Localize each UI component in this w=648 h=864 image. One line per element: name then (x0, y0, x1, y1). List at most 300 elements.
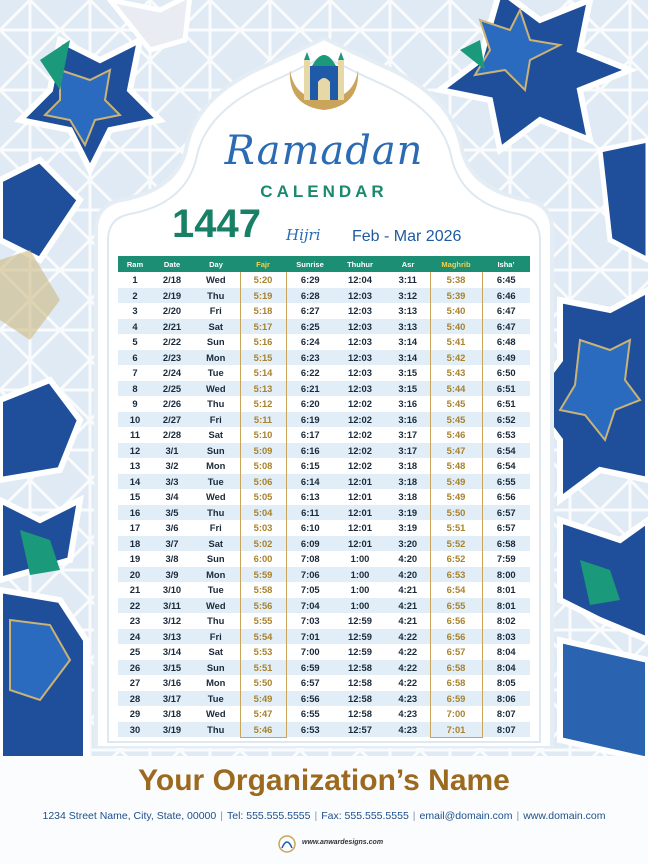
cell-maghrib: 6:59 (430, 691, 482, 707)
cell-day: Wed (192, 381, 240, 397)
cell-date: 3/18 (152, 706, 192, 722)
cell-fajr: 5:50 (240, 675, 286, 691)
mosque-crescent-icon (284, 40, 364, 112)
cell-day: Thu (192, 396, 240, 412)
cell-day: Thu (192, 613, 240, 629)
table-header-row (118, 256, 530, 272)
cell-isha: 6:57 (482, 505, 530, 521)
cell-asr: 3:20 (386, 536, 430, 552)
cell-maghrib: 6:55 (430, 598, 482, 614)
cell-maghrib: 5:51 (430, 520, 482, 536)
cell-thuhur: 12:04 (334, 272, 386, 288)
cell-sunrise: 6:28 (286, 288, 334, 304)
cell-isha: 6:57 (482, 520, 530, 536)
cell-sunrise: 6:22 (286, 365, 334, 381)
cell-ram: 21 (118, 582, 152, 598)
cell-thuhur: 12:03 (334, 319, 386, 335)
cell-asr: 3:12 (386, 288, 430, 304)
cell-maghrib: 5:47 (430, 443, 482, 459)
cell-thuhur: 12:58 (334, 706, 386, 722)
cell-isha: 8:04 (482, 660, 530, 676)
cell-asr: 4:21 (386, 582, 430, 598)
cell-isha: 6:54 (482, 443, 530, 459)
table-row (118, 365, 530, 381)
cell-sunrise: 6:27 (286, 303, 334, 319)
cell-sunrise: 6:57 (286, 675, 334, 691)
table-row (118, 412, 530, 428)
cell-fajr: 5:06 (240, 474, 286, 490)
cell-asr: 3:11 (386, 272, 430, 288)
cell-asr: 4:23 (386, 691, 430, 707)
cell-date: 3/9 (152, 567, 192, 583)
cell-day: Wed (192, 706, 240, 722)
cell-thuhur: 12:58 (334, 675, 386, 691)
cell-day: Sat (192, 536, 240, 552)
cell-sunrise: 7:00 (286, 644, 334, 660)
cell-isha: 8:06 (482, 691, 530, 707)
cell-ram: 7 (118, 365, 152, 381)
cell-isha: 6:46 (482, 288, 530, 304)
cell-sunrise: 6:11 (286, 505, 334, 521)
col-fajr: Fajr (240, 256, 286, 272)
cell-asr: 3:18 (386, 458, 430, 474)
cell-maghrib: 5:41 (430, 334, 482, 350)
cell-maghrib: 5:45 (430, 396, 482, 412)
cell-ram: 8 (118, 381, 152, 397)
cell-sunrise: 6:23 (286, 350, 334, 366)
table-row (118, 520, 530, 536)
cell-sunrise: 6:55 (286, 706, 334, 722)
cell-isha: 6:47 (482, 319, 530, 335)
cell-sunrise: 7:08 (286, 551, 334, 567)
cell-date: 3/7 (152, 536, 192, 552)
organization-name: Your Organization’s Name (138, 764, 510, 797)
cell-asr: 3:14 (386, 334, 430, 350)
table-row (118, 675, 530, 691)
cell-fajr: 5:16 (240, 334, 286, 350)
cell-date: 3/17 (152, 691, 192, 707)
table-row (118, 722, 530, 738)
cell-asr: 4:21 (386, 613, 430, 629)
cell-date: 3/11 (152, 598, 192, 614)
cell-sunrise: 6:59 (286, 660, 334, 676)
table-row (118, 551, 530, 567)
table-row (118, 272, 530, 288)
cell-sunrise: 7:01 (286, 629, 334, 645)
cell-ram: 27 (118, 675, 152, 691)
cell-isha: 6:56 (482, 489, 530, 505)
cell-ram: 9 (118, 396, 152, 412)
cell-isha: 8:04 (482, 644, 530, 660)
address: 1234 Street Name, City, State, 00000 (42, 810, 217, 822)
cell-ram: 20 (118, 567, 152, 583)
cell-maghrib: 5:38 (430, 272, 482, 288)
cell-date: 3/13 (152, 629, 192, 645)
cell-maghrib: 6:52 (430, 551, 482, 567)
cell-thuhur: 12:03 (334, 334, 386, 350)
cell-isha: 6:51 (482, 381, 530, 397)
cell-isha: 8:07 (482, 722, 530, 738)
cell-asr: 4:22 (386, 629, 430, 645)
cell-day: Wed (192, 489, 240, 505)
cell-fajr: 5:17 (240, 319, 286, 335)
hijri-label: Hijri (286, 226, 321, 244)
cell-asr: 3:13 (386, 319, 430, 335)
cell-sunrise: 6:17 (286, 427, 334, 443)
cell-asr: 4:23 (386, 706, 430, 722)
cell-maghrib: 5:48 (430, 458, 482, 474)
cell-fajr: 5:14 (240, 365, 286, 381)
col-isha: Isha’ (482, 256, 530, 272)
cell-fajr: 5:49 (240, 691, 286, 707)
cell-thuhur: 12:59 (334, 644, 386, 660)
table-row (118, 396, 530, 412)
cell-isha: 6:55 (482, 474, 530, 490)
cell-thuhur: 12:59 (334, 613, 386, 629)
separator: | (220, 810, 223, 822)
cell-ram: 30 (118, 722, 152, 738)
cell-isha: 8:01 (482, 582, 530, 598)
cell-day: Sat (192, 427, 240, 443)
cell-ram: 10 (118, 412, 152, 428)
cell-date: 3/3 (152, 474, 192, 490)
cell-date: 3/12 (152, 613, 192, 629)
cell-thuhur: 12:03 (334, 303, 386, 319)
cell-maghrib: 6:56 (430, 629, 482, 645)
cell-thuhur: 12:03 (334, 350, 386, 366)
cell-day: Sun (192, 334, 240, 350)
table-row (118, 629, 530, 645)
cell-day: Mon (192, 567, 240, 583)
cell-asr: 3:17 (386, 443, 430, 459)
cell-maghrib: 5:45 (430, 412, 482, 428)
cell-sunrise: 7:05 (286, 582, 334, 598)
cell-day: Mon (192, 458, 240, 474)
cell-date: 2/21 (152, 319, 192, 335)
cell-ram: 6 (118, 350, 152, 366)
cell-sunrise: 6:24 (286, 334, 334, 350)
col-thuhur: Thuhur (334, 256, 386, 272)
cell-asr: 3:15 (386, 365, 430, 381)
cell-maghrib: 6:54 (430, 582, 482, 598)
cell-maghrib: 5:40 (430, 303, 482, 319)
cell-day: Thu (192, 505, 240, 521)
cell-maghrib: 6:58 (430, 675, 482, 691)
cell-thuhur: 12:01 (334, 489, 386, 505)
cell-asr: 3:16 (386, 396, 430, 412)
cell-day: Tue (192, 691, 240, 707)
prayer-times-table (118, 256, 530, 738)
gregorian-months: Feb - Mar 2026 (352, 228, 462, 245)
cell-thuhur: 12:02 (334, 427, 386, 443)
cell-fajr: 5:10 (240, 427, 286, 443)
cell-ram: 18 (118, 536, 152, 552)
cell-sunrise: 7:03 (286, 613, 334, 629)
cell-day: Fri (192, 629, 240, 645)
cell-isha: 8:05 (482, 675, 530, 691)
cell-maghrib: 5:39 (430, 288, 482, 304)
cell-date: 2/28 (152, 427, 192, 443)
cell-date: 2/24 (152, 365, 192, 381)
cell-maghrib: 5:40 (430, 319, 482, 335)
cell-isha: 8:07 (482, 706, 530, 722)
separator: | (516, 810, 520, 822)
cell-thuhur: 12:01 (334, 474, 386, 490)
cell-fajr: 5:59 (240, 567, 286, 583)
cell-fajr: 5:20 (240, 272, 286, 288)
cell-asr: 3:18 (386, 489, 430, 505)
cell-sunrise: 6:19 (286, 412, 334, 428)
cell-sunrise: 7:04 (286, 598, 334, 614)
cell-sunrise: 6:14 (286, 474, 334, 490)
cell-fajr: 6:00 (240, 551, 286, 567)
table-row (118, 644, 530, 660)
cell-thuhur: 1:00 (334, 598, 386, 614)
cell-fajr: 5:04 (240, 505, 286, 521)
email-link[interactable]: email@domain.com (419, 810, 513, 822)
cell-ram: 17 (118, 520, 152, 536)
cell-ram: 2 (118, 288, 152, 304)
cell-fajr: 5:15 (240, 350, 286, 366)
table-row (118, 334, 530, 350)
cell-thuhur: 12:01 (334, 505, 386, 521)
cell-date: 2/26 (152, 396, 192, 412)
anwar-designs-logo-icon (276, 834, 298, 854)
table-row (118, 288, 530, 304)
col-sunrise: Sunrise (286, 256, 334, 272)
cell-fajr: 5:03 (240, 520, 286, 536)
cell-ram: 23 (118, 613, 152, 629)
table-row (118, 489, 530, 505)
cell-isha: 8:01 (482, 598, 530, 614)
cell-thuhur: 12:03 (334, 288, 386, 304)
cell-maghrib: 6:58 (430, 660, 482, 676)
table-row (118, 505, 530, 521)
table-row (118, 303, 530, 319)
cell-day: Thu (192, 722, 240, 738)
cell-maghrib: 5:43 (430, 365, 482, 381)
cell-ram: 14 (118, 474, 152, 490)
col-day: Day (192, 256, 240, 272)
cell-ram: 3 (118, 303, 152, 319)
cell-fajr: 5:13 (240, 381, 286, 397)
table-row (118, 427, 530, 443)
cell-sunrise: 6:53 (286, 722, 334, 738)
cell-isha: 8:03 (482, 629, 530, 645)
table-row (118, 613, 530, 629)
cell-date: 2/25 (152, 381, 192, 397)
cell-date: 2/22 (152, 334, 192, 350)
cell-maghrib: 7:01 (430, 722, 482, 738)
cell-ram: 19 (118, 551, 152, 567)
cell-date: 2/23 (152, 350, 192, 366)
table-row (118, 319, 530, 335)
cell-isha: 6:49 (482, 350, 530, 366)
col-maghrib: Maghrib (430, 256, 482, 272)
cell-day: Mon (192, 350, 240, 366)
table-row (118, 458, 530, 474)
cell-fajr: 5:58 (240, 582, 286, 598)
cell-fajr: 5:47 (240, 706, 286, 722)
cell-date: 3/1 (152, 443, 192, 459)
cell-ram: 5 (118, 334, 152, 350)
cell-date: 3/5 (152, 505, 192, 521)
cell-sunrise: 6:16 (286, 443, 334, 459)
cell-day: Sat (192, 319, 240, 335)
cell-maghrib: 6:53 (430, 567, 482, 583)
cell-ram: 22 (118, 598, 152, 614)
cell-thuhur: 12:01 (334, 536, 386, 552)
cell-day: Sun (192, 551, 240, 567)
telephone: Tel: 555.555.5555 (226, 810, 311, 822)
cell-asr: 3:18 (386, 474, 430, 490)
cell-fajr: 5:51 (240, 660, 286, 676)
cell-date: 3/14 (152, 644, 192, 660)
cell-day: Thu (192, 288, 240, 304)
cell-thuhur: 12:57 (334, 722, 386, 738)
title-ramadan: Ramadan (224, 128, 424, 174)
cell-asr: 3:16 (386, 412, 430, 428)
cell-fajr: 5:19 (240, 288, 286, 304)
cell-sunrise: 7:06 (286, 567, 334, 583)
cell-maghrib: 5:49 (430, 474, 482, 490)
table-row (118, 706, 530, 722)
cell-fajr: 5:08 (240, 458, 286, 474)
table-row (118, 567, 530, 583)
cell-date: 3/2 (152, 458, 192, 474)
cell-fajr: 5:56 (240, 598, 286, 614)
hijri-year: 1447 (172, 202, 261, 246)
cell-day: Sun (192, 443, 240, 459)
cell-isha: 8:00 (482, 567, 530, 583)
cell-sunrise: 6:21 (286, 381, 334, 397)
cell-asr: 3:17 (386, 427, 430, 443)
cell-fajr: 5:05 (240, 489, 286, 505)
cell-isha: 6:45 (482, 272, 530, 288)
cell-thuhur: 12:03 (334, 365, 386, 381)
cell-maghrib: 5:49 (430, 489, 482, 505)
cell-ram: 1 (118, 272, 152, 288)
designer-credit (276, 834, 396, 854)
cell-thuhur: 1:00 (334, 567, 386, 583)
cell-asr: 4:22 (386, 675, 430, 691)
cell-isha: 6:54 (482, 458, 530, 474)
cell-fajr: 5:54 (240, 629, 286, 645)
cell-date: 2/19 (152, 288, 192, 304)
col-asr: Asr (386, 256, 430, 272)
cell-ram: 12 (118, 443, 152, 459)
website-link[interactable]: www.domain.com (523, 810, 606, 822)
cell-day: Tue (192, 365, 240, 381)
table-row (118, 381, 530, 397)
cell-thuhur: 12:58 (334, 660, 386, 676)
cell-isha: 6:51 (482, 396, 530, 412)
table-row (118, 536, 530, 552)
cell-date: 3/19 (152, 722, 192, 738)
cell-thuhur: 1:00 (334, 551, 386, 567)
cell-isha: 6:47 (482, 303, 530, 319)
cell-asr: 3:13 (386, 303, 430, 319)
cell-maghrib: 5:46 (430, 427, 482, 443)
cell-ram: 25 (118, 644, 152, 660)
cell-day: Wed (192, 272, 240, 288)
cell-fajr: 5:11 (240, 412, 286, 428)
cell-sunrise: 6:09 (286, 536, 334, 552)
cell-ram: 28 (118, 691, 152, 707)
cell-day: Mon (192, 675, 240, 691)
cell-maghrib: 5:44 (430, 381, 482, 397)
cell-maghrib: 5:42 (430, 350, 482, 366)
fax: Fax: 555.555.5555 (321, 810, 409, 822)
cell-date: 3/4 (152, 489, 192, 505)
cell-fajr: 5:53 (240, 644, 286, 660)
table-row (118, 474, 530, 490)
cell-thuhur: 12:59 (334, 629, 386, 645)
cell-sunrise: 6:20 (286, 396, 334, 412)
cell-ram: 16 (118, 505, 152, 521)
cell-isha: 6:53 (482, 427, 530, 443)
cell-ram: 13 (118, 458, 152, 474)
cell-sunrise: 6:25 (286, 319, 334, 335)
cell-ram: 24 (118, 629, 152, 645)
cell-asr: 3:19 (386, 520, 430, 536)
cell-isha: 6:48 (482, 334, 530, 350)
cell-maghrib: 6:57 (430, 644, 482, 660)
cell-sunrise: 6:13 (286, 489, 334, 505)
cell-asr: 4:23 (386, 722, 430, 738)
cell-sunrise: 6:10 (286, 520, 334, 536)
cell-fajr: 5:12 (240, 396, 286, 412)
table-row (118, 443, 530, 459)
table-row (118, 691, 530, 707)
cell-isha: 6:50 (482, 365, 530, 381)
cell-asr: 4:22 (386, 644, 430, 660)
cell-sunrise: 6:56 (286, 691, 334, 707)
cell-thuhur: 12:03 (334, 381, 386, 397)
cell-day: Tue (192, 582, 240, 598)
cell-thuhur: 12:01 (334, 520, 386, 536)
cell-date: 2/27 (152, 412, 192, 428)
cell-ram: 15 (118, 489, 152, 505)
cell-isha: 7:59 (482, 551, 530, 567)
separator: | (412, 810, 416, 822)
cell-ram: 29 (118, 706, 152, 722)
cell-day: Fri (192, 412, 240, 428)
table-row (118, 350, 530, 366)
cell-asr: 3:14 (386, 350, 430, 366)
cell-thuhur: 12:02 (334, 443, 386, 459)
cell-thuhur: 12:02 (334, 396, 386, 412)
table-row (118, 582, 530, 598)
cell-thuhur: 12:02 (334, 412, 386, 428)
cell-thuhur: 1:00 (334, 582, 386, 598)
credit-text[interactable]: www.anwardesigns.com (302, 839, 384, 846)
cell-asr: 4:20 (386, 551, 430, 567)
contact-line (0, 810, 648, 822)
cell-thuhur: 12:58 (334, 691, 386, 707)
cell-isha: 8:02 (482, 613, 530, 629)
cell-ram: 26 (118, 660, 152, 676)
cell-asr: 4:22 (386, 660, 430, 676)
cell-maghrib: 5:50 (430, 505, 482, 521)
cell-day: Sat (192, 644, 240, 660)
cell-fajr: 5:55 (240, 613, 286, 629)
cell-sunrise: 6:15 (286, 458, 334, 474)
cell-ram: 11 (118, 427, 152, 443)
cell-day: Sun (192, 660, 240, 676)
cell-asr: 4:21 (386, 598, 430, 614)
cell-date: 3/10 (152, 582, 192, 598)
